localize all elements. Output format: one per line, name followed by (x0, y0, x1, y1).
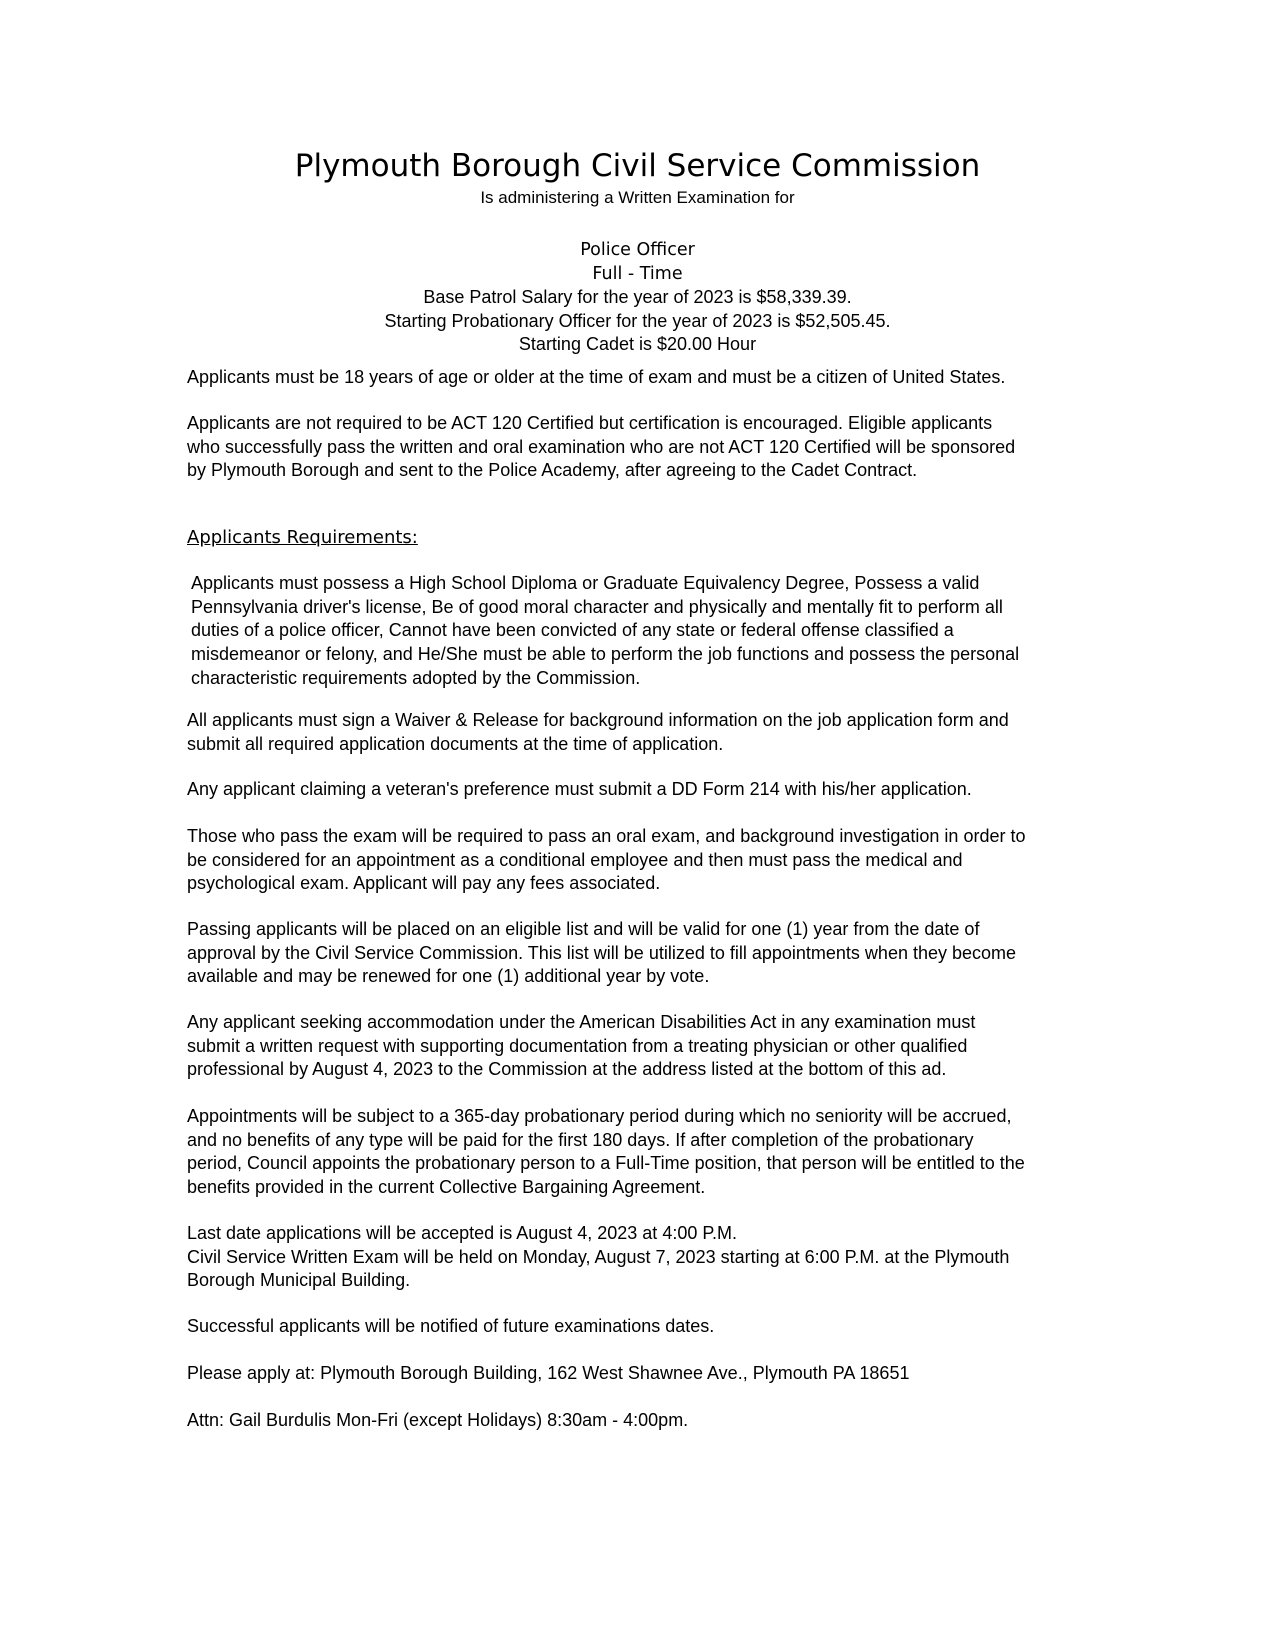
document-subtitle: Is administering a Written Examination for (480, 188, 795, 207)
position-name: Police Officer (580, 240, 695, 260)
paragraph-veteran: Any applicant claiming a veteran's preference must submit a DD Form 214 with his/her application. (187, 779, 972, 799)
cadet-rate: Starting Cadet is $20.00 Hour (518, 334, 757, 354)
paragraph-act120: Applicants are not required to be ACT 120 Certified but certification is encouraged. Eligible applicants who successfully pass the written and oral examination who are not ACT 120 Certified will be sponsored by Plymouth Borough and sent to the Police Academy, after agreeing to the Cadet Contract. (187, 413, 1016, 481)
position-summary (0, 239, 1275, 357)
document-title: Plymouth Borough Civil Service Commission (294, 148, 981, 184)
paragraph-attention: Attn: Gail Burdulis Mon-Fri (except Holidays) 8:30am - 4:00pm. (187, 1410, 689, 1430)
paragraph-apply-address: Please apply at: Plymouth Borough Building, 162 West Shawnee Ave., Plymouth PA 18651 (187, 1363, 910, 1383)
requirements-heading: Applicants Requirements: (187, 527, 418, 548)
paragraph-dates: Last date applications will be accepted is August 4, 2023 at 4:00 P.M. Civil Service Written Exam will be held on Monday, August 7, 2023 starting at 6:00 P.M. at the Plymouth Borough Municipal Building. (187, 1223, 1010, 1291)
paragraph-notification: Successful applicants will be notified of future examinations dates. (187, 1316, 715, 1336)
position-type: Full - Time (592, 263, 683, 284)
paragraph-waiver: All applicants must sign a Waiver & Release for background information on the job application form and submit all required application documents at the time of application. (187, 710, 1009, 754)
base-salary: Base Patrol Salary for the year of 2023 is $58,339.39. (423, 287, 852, 307)
paragraph-age: Applicants must be 18 years of age or older at the time of exam and must be a citizen of United States. (187, 367, 1006, 387)
paragraph-ada: Any applicant seeking accommodation under the American Disabilities Act in any examination must submit a written request with supporting documentation from a treating physician or other qualified professional by August 4, 2023 to the Commission at the address listed at the bottom of this ad. (187, 1012, 976, 1080)
probationary-salary: Starting Probationary Officer for the year of 2023 is $52,505.45. (384, 310, 891, 331)
paragraph-oral-exam: Those who pass the exam will be required to pass an oral exam, and background investigation in order to be considered for an appointment as a conditional employee and then must pass the medical and psychological exam. Applicant will pay any fees associated. (187, 826, 1026, 894)
paragraph-requirements: Applicants must possess a High School Diploma or Graduate Equivalency Degree, Possess a valid Pennsylvania driver's license, Be of good moral character and physically and mentally fit to perform all duties of a police officer, Cannot have been convicted of any state or federal offense classified a misdemeanor or felony, and He/She must be able to perform the job functions and possess the personal characteristic requirements adopted by the Commission. (191, 573, 1020, 688)
paragraph-probation: Appointments will be subject to a 365-day probationary period during which no seniority will be accrued, and no benefits of any type will be paid for the first 180 days. If after completion of the probationary period, Council appoints the probationary person to a Full-Time position, that person will be entitled to the benefits provided in the current Collective Bargaining Agreement. (187, 1106, 1025, 1198)
paragraph-eligible-list: Passing applicants will be placed on an eligible list and will be valid for one (1) year from the date of approval by the Civil Service Commission. This list will be utilized to fill appointments when they become available and may be renewed for one (1) additional year by vote. (187, 919, 1017, 987)
